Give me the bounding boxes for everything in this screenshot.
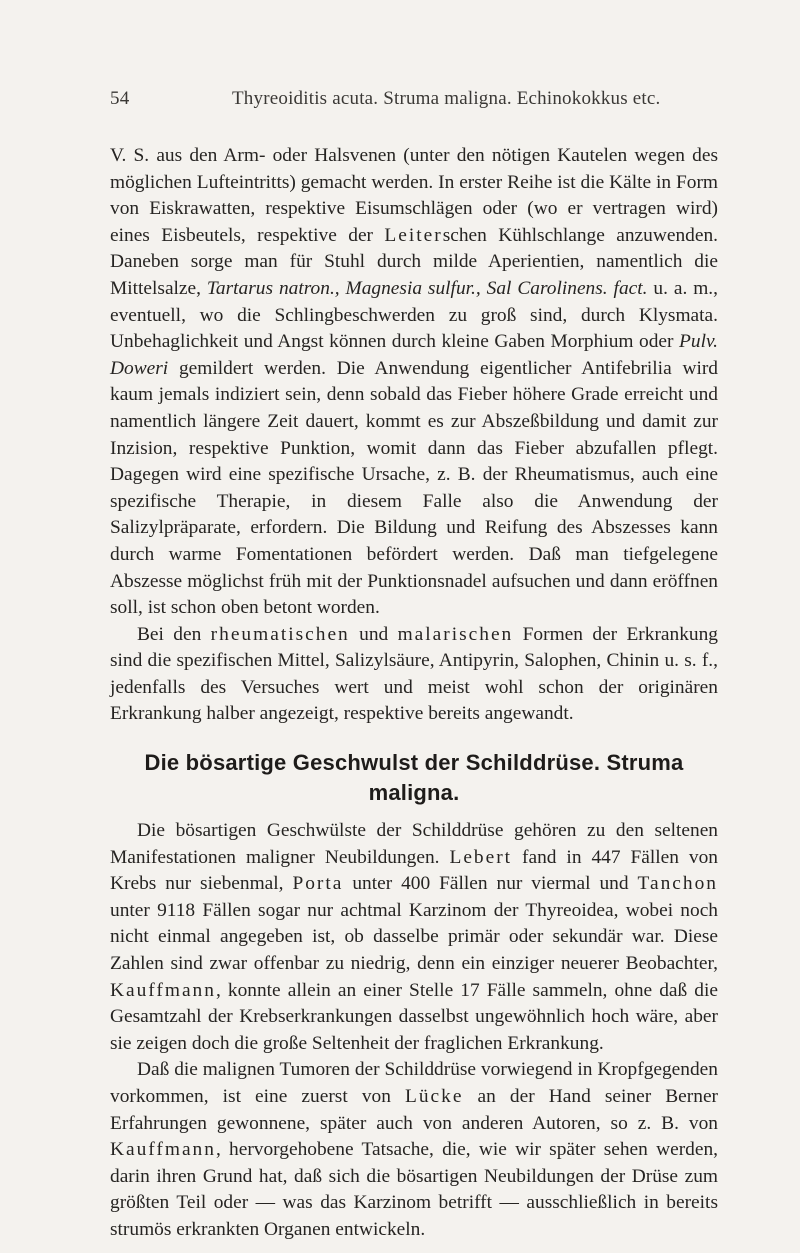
text-run: fand in 447 Fällen von Krebs nur siebenmal, [110,846,718,895]
section-heading: Die bösartige Geschwulst der Schilddrüse. Struma maligna. [144,750,684,806]
text-run: unter 400 Fällen nur viermal und [343,873,638,895]
body-text [110,143,718,1244]
running-header [110,88,718,118]
text-run: u. a. m., eventuell, wo die Schlingbeschwerden zu groß sind, durch Klysmata. Unbehaglichkeit und Angst können durch kleine Gaben Morphium oder [110,277,718,353]
text-run: Bei den [137,623,211,645]
text-run: an der Hand seiner Berner Erfahrungen gewonnene, später auch von anderen Autoren, so z. B. von [110,1086,719,1134]
text-run: und [349,623,398,645]
author-name-luecke: Lücke [405,1086,464,1107]
paragraph-goitre-regions [110,1057,718,1243]
spaced-term-rheumatic: rheumatischen [210,623,350,645]
author-name-kauffmann: Kauffmann [110,979,216,1001]
text-run: Die bösartigen Geschwülste der Schilddrüse gehören zu den seltenen Manifestationen maligner Neubildungen. [110,820,718,868]
spaced-term-malarial: malarischen [397,623,514,645]
text-run: gemildert werden. Die Anwendung eigentlicher Antifebrilia wird kaum jemals indiziert sein, denn sobald das Fieber höhere Grade erreicht und namentlich längere Zeit dauert, kommt es zur Abszeßbildung und damit zur Inzision, respektive Punktion, womit dann das Fieber abzufallen pflegt. Dagegen wird eine spezifische Ursache, z. B. der Rheumatismus, auch eine spezifische Therapie, in diesem Falle also die Anwendung der Salizylpräparate, erfordern. Die Bildung und Reifung des Abszesses kann durch warme Fomentationen befördert werden. Daß man tiefgelegene Abszesse möglichst früh mit der Punktionsnadel aufsuchen und dann eröffnen soll, ist schon oben betont worden. [110,357,718,619]
text-run: , konnte allein an einer Stelle 17 Fälle sammeln, ohne daß die Gesamtzahl der Krebserkrankungen dasselbst ungewöhnlich hoch wäre, aber sie zeigen doch die große Seltenheit der fraglichen Erkrankung. [110,979,718,1054]
author-name-leiter: Leiter [384,224,443,246]
text-run: schen Kühlschlange anzuwenden. Daneben sorge man für Stuhl durch milde Aperientien, namentlich die Mittelsalze, [110,224,719,299]
drug-names-italic: Tartarus natron., Magnesia sulfur., Sal Carolinens. fact. [206,277,648,299]
paragraph-treatment [110,143,718,622]
author-name-lebert: Lebert [449,846,513,868]
running-title: Thyreoiditis acuta. Struma maligna. Echinokokkus etc. [232,88,661,109]
text-run: , hervorgehobene Tatsache, die, wie wir später sehen werden, darin ihren Grund hat, daß sich die bösartigen Neubildungen der Drüse zum größten Teil oder — was das Karzinom betrifft — ausschließlich in bereits strumös erkrankten Organen entwickeln. [110,1139,718,1240]
author-name-kauffmann: Kauffmann [110,1139,216,1161]
page-number: 54 [110,88,130,109]
text-run: Daß die malignen Tumoren der Schilddrüse vorwiegend in Kropfgegenden vorkommen, ist eine zuerst von [110,1059,718,1107]
paragraph-specific-forms [110,622,718,728]
drug-name-pulv-doweri: Pulv. Doweri [110,331,718,379]
text-run: V. S. aus den Arm- oder Halsvenen (unter den nötigen Kautelen wegen des möglichen Lufteintritts) gemacht werden. In erster Reihe ist die Kälte in Form von Eiskrawatten, respektive Eisumschlägen oder (wo er vertragen wird) eines Eisbeutels, respektive der [110,145,718,246]
text-run: Formen der Erkrankung sind die spezifischen Mittel, Salizylsäure, Antipyrin, Salophen, Chinin u. s. f., jedenfalls des Versuches wert und meist wohl schon der originären Erkrankung halber angezeigt, respektive bereits angewandt. [110,623,718,725]
author-name-porta: Porta [292,873,344,895]
text-run: unter 9118 Fällen sogar nur achtmal Karzinom der Thyreoidea, wobei noch nicht einmal angegeben ist, ob dasselbe primär oder sekundär war. Diese Zahlen sind zwar offenbar zu niedrig, denn ein einziger neuerer Beobachter, [110,899,718,975]
author-name-tanchon: Tanchon [637,873,718,895]
paragraph-incidence [110,818,718,1057]
